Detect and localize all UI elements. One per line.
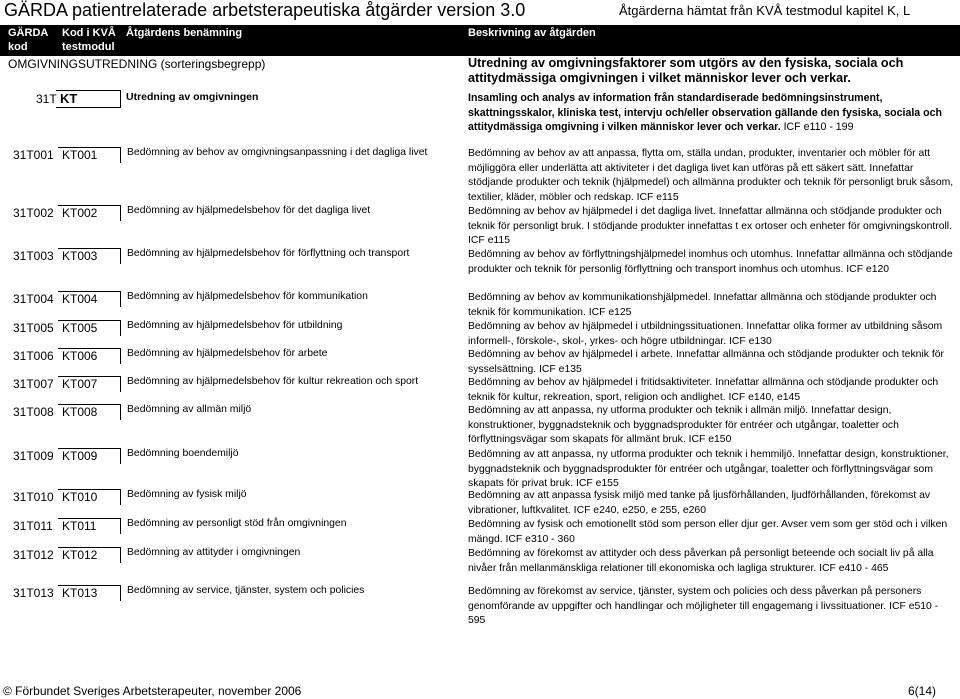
section-description: Utredning av omgivningsfaktorer som utgörs av den fysiska, sociala och attitydmässiga omgivningen i vilket människor lever och verkar. — [468, 56, 904, 85]
group-description-bold: Insamling och analys av information från standardiserade bedömningsinstrument, skattningsskalor, kliniska test, intervju och/eller observation gällande den fysiska, sociala och attitydmässiga omgivning i vilken människor lever och verkar. — [468, 92, 942, 133]
garda-code: 31T007 — [13, 377, 54, 391]
measure-description: Bedömning av att anpassa, ny utforma produkter och teknik i hemmiljö. Innefattar design, konstruktioner, byggnadsteknik och byggnadsprodukter för entréer och utgångar, toaletter och förflyttningsvägar som skapats för privat bruk. ICF e155 — [468, 449, 949, 489]
measure-name: Bedömning av hjälpmedelsbehov för arbete — [127, 348, 328, 359]
garda-code: 31T003 — [13, 249, 54, 263]
measure-description: Bedömning av förekomst av service, tjänster, system och policies och dess påverkan på personers genomförande av uppgifter och handlingar och möjligheter till engagemang i livssituationer. ICF e510 - 595 — [468, 586, 939, 626]
garda-code: 31T001 — [13, 148, 54, 162]
kva-code: KT001 — [62, 148, 98, 162]
measure-description: Bedömning av att anpassa, ny utforma produkter och teknik i allmän miljö. Innefattar design, konstruktioner, byggnadsteknik och byggnadsprodukter för entréer och utgångar, toaletter och förflyttningsvägar som skapats för allmänt bruk. ICF e150 — [468, 405, 899, 445]
kva-code: KT003 — [62, 249, 98, 263]
column-header-bar — [0, 25, 960, 56]
garda-code: 31T005 — [13, 321, 54, 335]
group-description — [468, 91, 956, 135]
measure-name: Bedömning av fysisk miljö — [127, 489, 247, 500]
garda-code: 31T010 — [13, 490, 54, 504]
group-kva-code: KT — [60, 91, 78, 106]
col-garda-kod-line1: GÄRDA — [8, 27, 49, 39]
kva-code: KT013 — [62, 586, 98, 600]
measure-name: Bedömning av hjälpmedelsbehov för utbildning — [127, 320, 343, 331]
measure-name: Bedömning av hjälpmedelsbehov för förflyttning och transport — [127, 248, 410, 259]
measure-name: Bedömning av allmän miljö — [127, 404, 252, 415]
page-title: GÄRDA patientrelaterade arbetsterapeutiska åtgärder version 3.0 — [4, 0, 526, 20]
garda-code: 31T012 — [13, 548, 54, 562]
measure-name: Bedömning av attityder i omgivningen — [127, 547, 301, 558]
col-kva-kod-line1: Kod i KVÅ — [62, 27, 116, 39]
col-benamning: Åtgärdens benämning — [126, 27, 243, 39]
copyright-footer: © Förbundet Sveriges Arbetsterapeuter, november 2006 — [3, 684, 302, 698]
kva-code: KT006 — [62, 349, 98, 363]
measure-name: Bedömning av behov av omgivningsanpassning i det dagliga livet — [127, 147, 428, 158]
kva-code: KT009 — [62, 449, 98, 463]
group-code: 31T — [36, 92, 57, 106]
kva-code: KT002 — [62, 206, 98, 220]
kva-code: KT011 — [62, 519, 97, 533]
garda-code: 31T008 — [13, 405, 54, 419]
measure-name: Bedömning av hjälpmedelsbehov för det dagliga livet — [127, 205, 371, 216]
garda-code: 31T013 — [13, 586, 54, 600]
measure-description: Bedömning av behov av kommunikationshjälpmedel. Innefattar allmänna och stödjande produkter och teknik för kommunikation. ICF e125 — [468, 292, 937, 318]
measure-description: Bedömning av att anpassa fysisk miljö med tanke på ljusförhållanden, ljudförhållanden, förekomst av vibrationer, luftkvalitet. ICF e240, e250, e 255, e260 — [468, 490, 931, 516]
measure-description: Bedömning av behov av hjälpmedel i fritidsaktiviteter. Innefattar allmänna och stödjande produkter och teknik för kultur, rekreation, sport, religion och andlighet. ICF e140, e145 — [468, 377, 939, 403]
measure-name: Bedömning av hjälpmedelsbehov för kommunikation — [127, 291, 368, 302]
kva-code: KT008 — [62, 405, 98, 419]
kva-code: KT007 — [62, 377, 98, 391]
col-kva-kod-line2: testmodul — [62, 41, 115, 53]
col-beskrivning: Beskrivning av åtgärden — [468, 27, 596, 39]
section-label: OMGIVNINGSUTREDNING (sorteringsbegrepp) — [8, 57, 266, 71]
kva-code: KT005 — [62, 321, 98, 335]
page-number: 6(14) — [908, 684, 937, 698]
kva-code: KT004 — [62, 292, 98, 306]
col-garda-kod-line2: kod — [8, 41, 28, 53]
group-name: Utredning av omgivningen — [126, 91, 259, 103]
measure-description: Bedömning av behov av hjälpmedel i det dagliga livet. Innefattar allmänna och stödjande produkter och teknik för personligt bruk. I stödjande produkter innefattas t ex ortoser och enheter för omgivningskontroll. ICF e115 — [468, 206, 953, 246]
garda-code: 31T011 — [13, 519, 53, 533]
garda-code: 31T009 — [13, 449, 54, 463]
measure-description: Bedömning av förekomst av attityder och dess påverkan på personligt beteende och socialt liv på alla nivåer från mellanmänskliga relationer till ekonomiska och lagliga strukturer. ICF e410 - 465 — [468, 548, 934, 574]
measure-description: Bedömning av behov av hjälpmedel i utbildningssituationen. Innefattar olika former av utbildning såsom informell-, förskole-, skol-, yrkes- och högre utbildningar. ICF e130 — [468, 321, 943, 347]
group-description-icf: ICF e110 - 199 — [780, 121, 854, 133]
page-subtitle: Åtgärderna hämtat från KVÅ testmodul kapitel K, L — [619, 3, 911, 18]
measure-description: Bedömning av fysisk och emotionellt stöd som person eller djur ger. Avser vem som ger stöd och i vilken mängd. ICF e310 - 360 — [468, 519, 948, 545]
measure-description: Bedömning av behov av att anpassa, flytta om, ställa undan, produkter, inventarier och möbler för att möjliggöra eller underlätta att aktiviteter i det dagliga livet kan utföras på ett säkert sätt. Innefattar stödjande produkter och teknik (hjälpmedel) och allmänna produkter och teknik för personligt bruk såsom, textilier, kläder, möbler och redskap. ICF e115 — [468, 148, 954, 203]
kva-code: KT010 — [62, 490, 98, 504]
garda-code: 31T006 — [13, 349, 54, 363]
kva-code: KT012 — [62, 548, 98, 562]
measure-name: Bedömning av personligt stöd från omgivningen — [127, 518, 347, 529]
measure-name: Bedömning boendemiljö — [127, 448, 239, 459]
measure-description: Bedömning av behov av hjälpmedel i arbete. Innefattar allmänna och stödjande produkter och teknik för sysselsättning. ICF e135 — [468, 349, 944, 375]
garda-code: 31T002 — [13, 206, 54, 220]
measure-description: Bedömning av behov av förflyttningshjälpmedel inomhus och utomhus. Innefattar allmänna och stödjande produkter och teknik för personlig förflyttning och transport inomhus och utomhus. ICF e120 — [468, 249, 953, 275]
measure-name: Bedömning av service, tjänster, system och policies — [127, 585, 365, 596]
measure-name: Bedömning av hjälpmedelsbehov för kultur rekreation och sport — [127, 376, 419, 387]
garda-code: 31T004 — [13, 292, 54, 306]
